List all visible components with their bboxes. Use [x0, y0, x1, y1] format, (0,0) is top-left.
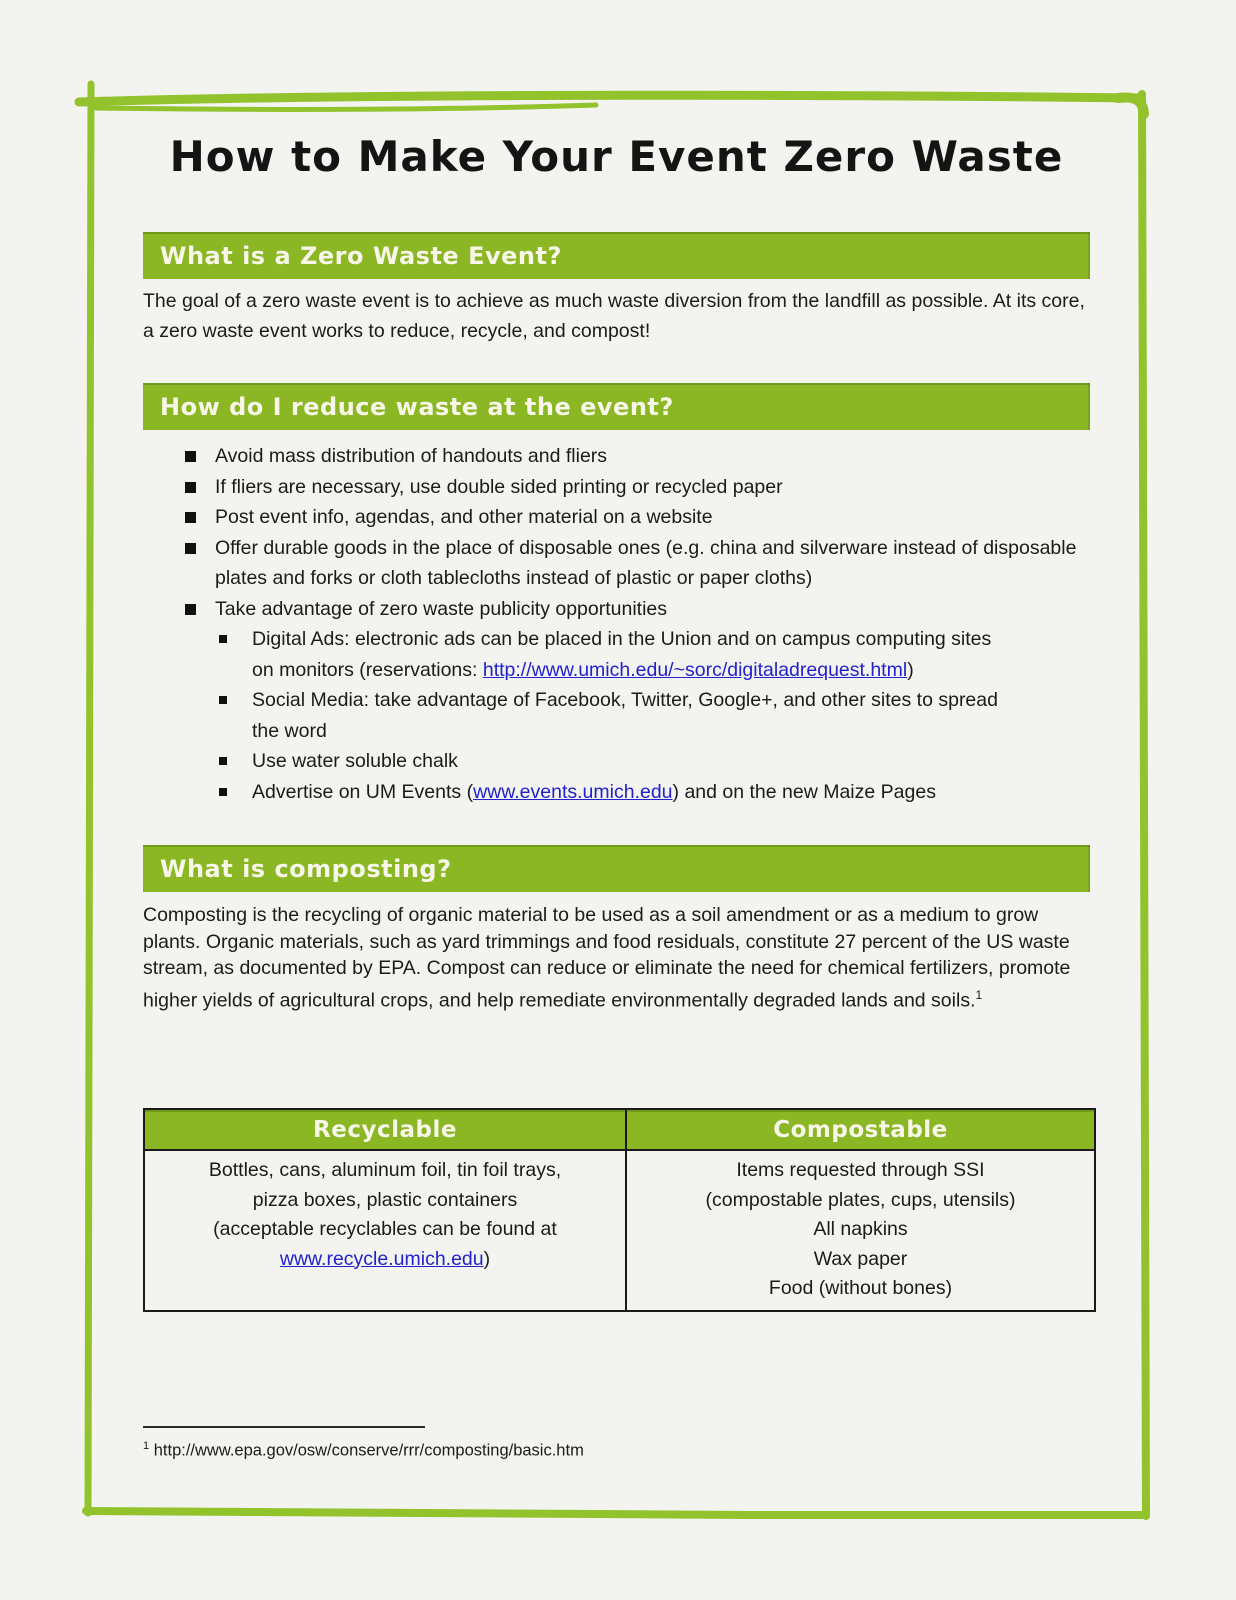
footnote-text: http://www.epa.gov/osw/conserve/rrr/composting/basic.htm	[153, 1441, 584, 1460]
list-item	[143, 441, 1090, 472]
list-item	[143, 533, 1090, 594]
zero-waste-body-text: The goal of a zero waste event is to achieve as much waste diversion from the landfill as possible. At its core, a zero waste event works to reduce, recycle, and compost!	[143, 290, 1085, 342]
recyclable-cell-line: (acceptable recyclables can be found at	[213, 1218, 557, 1240]
compostable-cell-line: All napkins	[813, 1218, 908, 1240]
sub-list-item-text: )	[907, 658, 914, 681]
bullet-square-icon	[185, 451, 196, 462]
compostable-cell-line: Items requested through SSI	[736, 1159, 985, 1181]
recyclable-cell-line: Bottles, cans, aluminum foil, tin foil trays,	[208, 1159, 562, 1181]
sub-list-item	[143, 624, 1012, 685]
recyclable-column-header: Recyclable	[144, 1109, 626, 1150]
footnote-divider	[143, 1426, 425, 1428]
sub-list-item-text: Digital Ads: electronic ads can be placed in the Union and on campus computing sites on monitors (reservations:	[252, 628, 992, 681]
footnote-marker: 1	[143, 1440, 150, 1452]
compostable-column-header: Compostable	[626, 1109, 1095, 1150]
compostable-cell	[626, 1150, 1095, 1311]
sub-list-item	[143, 746, 1012, 777]
table-row	[144, 1150, 1095, 1311]
bullet-square-icon	[219, 788, 227, 796]
composting-body-span: Composting is the recycling of organic material to be used as a soil amendment or as a medium to grow plants. Organic materials, such as yard trimmings and food residuals, constitute 27 percent of the US waste stream, as documented by EPA. Compost can reduce or eliminate the need for chemical fertilizers, promote higher yields of agricultural crops, and help remediate environmentally degraded lands and soils.	[143, 904, 1071, 1011]
compostable-cell-line: (compostable plates, cups, utensils)	[705, 1188, 1016, 1211]
table-header-row	[144, 1109, 1095, 1150]
bullet-square-icon	[185, 604, 196, 615]
section-heading-what-is-zero-waste: What is a Zero Waste Event?	[143, 232, 1090, 279]
digital-ad-request-link[interactable]: http://www.umich.edu/~sorc/digitaladrequest.html	[482, 658, 908, 681]
list-item-text: Take advantage of zero waste publicity opportunities	[215, 597, 668, 620]
list-item	[143, 594, 1090, 625]
recycle-umich-link[interactable]: www.recycle.umich.edu	[279, 1247, 484, 1270]
bullet-square-icon	[219, 635, 227, 643]
list-item	[143, 502, 1090, 533]
sub-list-item-text: ) and on the new Maize Pages	[672, 780, 936, 803]
compostable-cell-line: Food (without bones)	[768, 1277, 953, 1299]
um-events-link[interactable]: www.events.umich.edu	[473, 780, 673, 803]
bullet-square-icon	[219, 757, 227, 765]
page-title: How to Make Your Event Zero Waste	[169, 132, 1064, 181]
bullet-square-icon	[185, 543, 196, 554]
composting-body-text	[143, 902, 1090, 1014]
sub-list-item	[143, 685, 1012, 746]
recyclable-cell	[144, 1150, 626, 1311]
list-item-text: If fliers are necessary, use double sided printing or recycled paper	[215, 475, 783, 498]
recyclable-cell-line: pizza boxes, plastic containers	[252, 1188, 518, 1211]
footnote	[143, 1440, 584, 1461]
sub-list-item-text: Use water soluble chalk	[252, 750, 458, 772]
sub-list-item-text: Social Media: take advantage of Facebook, Twitter, Google+, and other sites to spread the word	[252, 689, 998, 742]
sub-list-item-text: Advertise on UM Events (	[252, 780, 474, 803]
recyclable-cell-text: )	[483, 1247, 491, 1270]
list-item-text: Offer durable goods in the place of disposable ones (e.g. china and silverware instead of disposable plates and forks or cloth tablecloths instead of plastic or paper cloths)	[215, 536, 1077, 589]
compostable-cell-line: Wax paper	[813, 1247, 908, 1270]
bullet-square-icon	[185, 482, 196, 493]
bullet-square-icon	[185, 512, 196, 523]
list-item-text: Avoid mass distribution of handouts and fliers	[215, 445, 608, 467]
sub-list-item	[143, 777, 1012, 808]
reduce-waste-bullet-list	[143, 441, 1090, 807]
list-item-text: Post event info, agendas, and other material on a website	[215, 506, 713, 528]
recyclable-compostable-table	[143, 1108, 1096, 1312]
bullet-square-icon	[219, 696, 227, 704]
section-heading-reduce-waste: How do I reduce waste at the event?	[143, 383, 1090, 430]
recyclable-cell-line	[146, 1245, 624, 1275]
section-heading-composting: What is composting?	[143, 845, 1090, 892]
list-item	[143, 472, 1090, 503]
footnote-reference: 1	[975, 987, 983, 1002]
